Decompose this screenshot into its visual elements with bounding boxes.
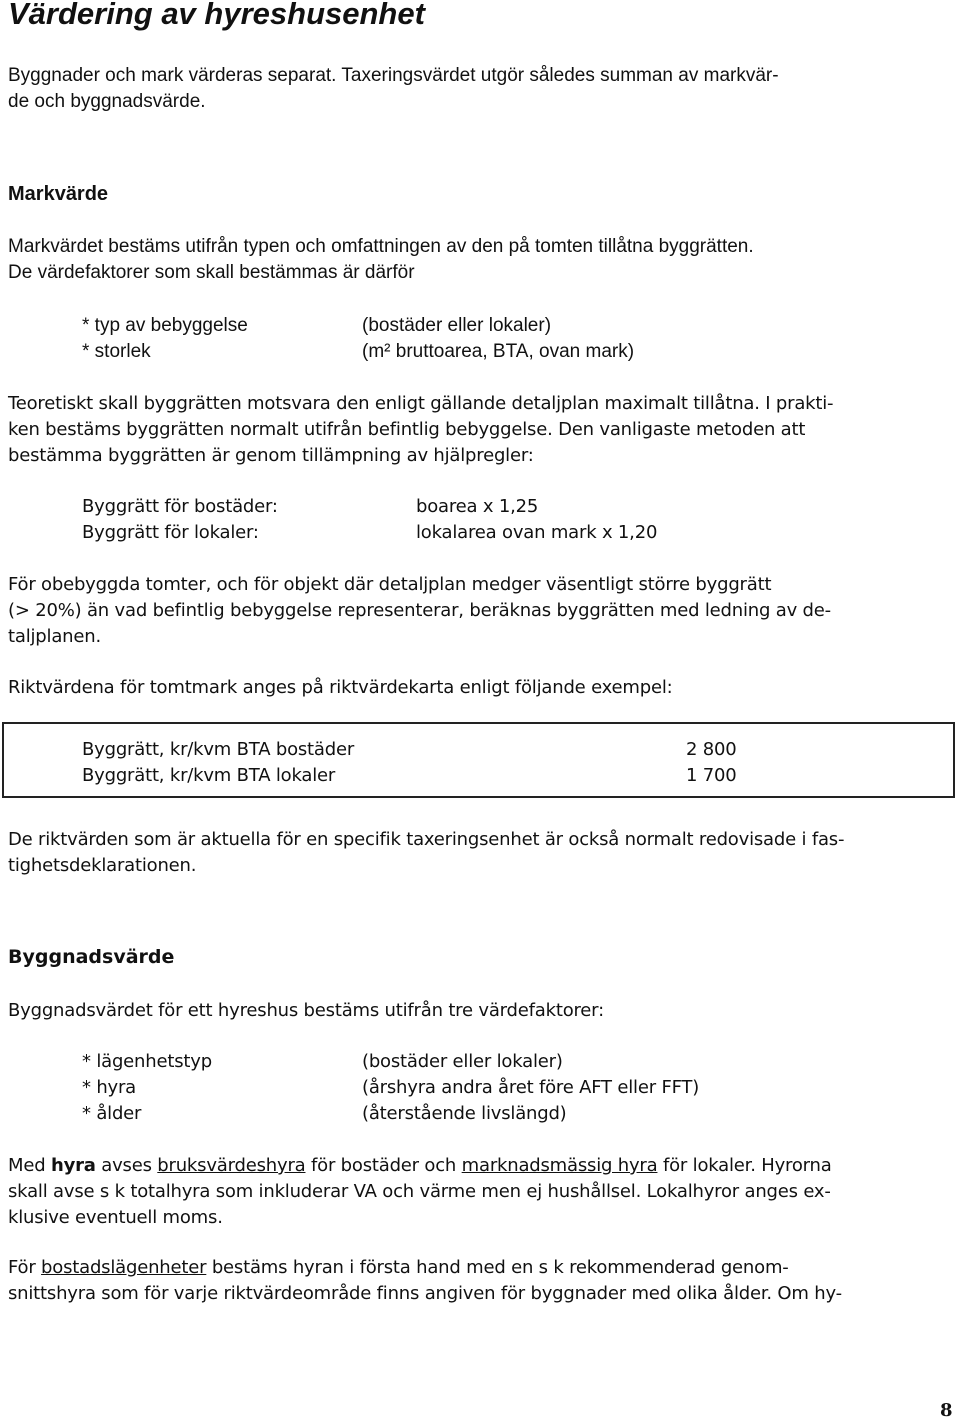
text-run: För [8,1257,42,1278]
factor-label: * storlek [82,341,151,362]
factor-label: * lägenhetstyp [82,1051,212,1072]
rule-value: boarea x 1,25 [416,496,539,517]
paragraph-line [8,1153,832,1179]
paragraph-line: taljplanen. [8,626,101,647]
paragraph-line: Riktvärdena för tomtmark anges på riktvärdekarta enligt följande exempel: [8,677,673,698]
page-title: Värdering av hyreshusenhet [8,0,425,31]
markvarde-intro-line-2: De värdefaktorer som skall bestämmas är därför [8,262,415,283]
intro-line-2: de och byggnadsvärde. [8,91,206,112]
paragraph-line: Byggnadsvärdet för ett hyreshus bestäms utifrån tre värdefaktorer: [8,1000,604,1021]
paragraph-line: bestämma byggrätten är genom tillämpning av hjälpregler: [8,445,534,466]
paragraph-line: Teoretiskt skall byggrätten motsvara den enligt gällande detaljplan maximalt tillåtna. I prakti- [8,393,834,414]
underlined-term: marknadsmässig hyra [461,1155,658,1176]
factor-label: * typ av bebyggelse [82,315,248,336]
text-run: för lokaler. Hyrorna [657,1155,832,1176]
text-run: avses [95,1155,158,1176]
markvarde-intro-line-1: Markvärdet bestäms utifrån typen och omfattningen av den på tomten tillåtna byggrätten. [8,236,754,257]
text-run: för bostäder och [305,1155,462,1176]
rule-label: Byggrätt för lokaler: [82,522,259,543]
example-label: Byggrätt, kr/kvm BTA bostäder [82,739,355,760]
underlined-term: bruksvärdeshyra [157,1155,306,1176]
factor-value: (bostäder eller lokaler) [362,1051,563,1072]
paragraph-line: De riktvärden som är aktuella för en specifik taxeringsenhet är också normalt redovisade i fas- [8,829,845,850]
paragraph-line: tighetsdeklarationen. [8,855,197,876]
paragraph-line: skall avse s k totalhyra som inkluderar VA och värme men ej hushållsel. Lokalhyror anges ex- [8,1181,831,1202]
bold-term: hyra [50,1155,96,1176]
byggnadsvarde-heading: Byggnadsvärde [8,946,175,968]
example-value: 1 700 [686,765,737,786]
intro-line-1: Byggnader och mark värderas separat. Taxeringsvärdet utgör således summan av markvär- [8,65,779,86]
paragraph-line: (> 20%) än vad befintlig bebyggelse representerar, beräknas byggrätten med ledning av de- [8,600,831,621]
factor-value: (m² bruttoarea, BTA, ovan mark) [362,341,635,362]
paragraph-line [8,1255,789,1281]
paragraph-line: För obebyggda tomter, och för objekt där detaljplan medger väsentligt större byggrätt [8,574,772,595]
markvarde-heading: Markvärde [8,183,109,205]
page-number: 8 [940,1400,953,1421]
paragraph-line: klusive eventuell moms. [8,1207,223,1228]
factor-value: (bostäder eller lokaler) [362,315,552,336]
example-value: 2 800 [686,739,737,760]
text-run: Med [8,1155,51,1176]
factor-label: * ålder [82,1103,142,1124]
paragraph-line: ken bestäms byggrätten normalt utifrån befintlig bebyggelse. Den vanligaste metoden att [8,419,806,440]
factor-value: (återstående livslängd) [362,1103,567,1124]
text-run: bestäms hyran i första hand med en s k rekommenderad genom- [206,1257,789,1278]
paragraph-line: snittshyra som för varje riktvärdeområde finns angiven för byggnader med olika ålder. Om hy- [8,1283,842,1304]
rule-value: lokalarea ovan mark x 1,20 [416,522,658,543]
factor-value: (årshyra andra året före AFT eller FFT) [362,1077,700,1098]
rule-label: Byggrätt för bostäder: [82,496,278,517]
example-label: Byggrätt, kr/kvm BTA lokaler [82,765,336,786]
underlined-term: bostadslägenheter [41,1257,207,1278]
factor-label: * hyra [82,1077,137,1098]
